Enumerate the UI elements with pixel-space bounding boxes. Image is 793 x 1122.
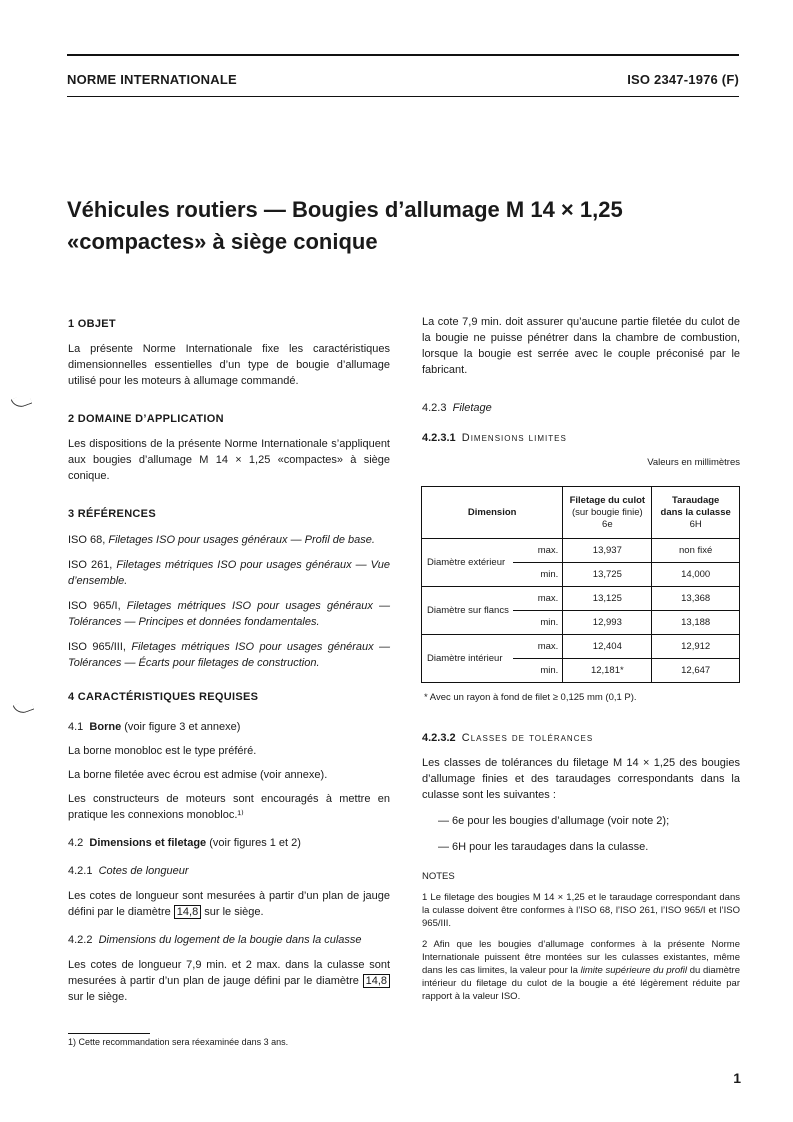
table-cell: 12,647 [652, 659, 740, 683]
table-row-name: Diamètre sur flancs [422, 587, 514, 635]
table-header-taraudage: Taraudage dans la culasse 6H [652, 487, 740, 539]
section-4-2-2-text: Les cotes de longueur 7,9 min. et 2 max. dans la culasse sont mesurées à partir d’un plan de jauge défini par le diamètre 14,8 sur le siège. [68, 959, 390, 1003]
section-4-2-heading: 4.2 Dimensions et filetage (voir figures 1 et 2) [68, 837, 301, 849]
table-cell: non fixé [652, 539, 740, 563]
header-left: NORME INTERNATIONALE [67, 72, 237, 87]
table-limit: min. [513, 611, 563, 635]
section-4-1-p2: La borne filetée avec écrou est admise (voir annexe). [68, 769, 328, 781]
section-4-2-1-heading: 4.2.1 Cotes de longueur [68, 865, 189, 877]
table-cell: 14,000 [652, 563, 740, 587]
section-4-2-3-2-text: Les classes de tolérances du filetage M 14 × 1,25 des bougies d’allumage finies et des taraudages correspondants dans la culasse sont les suivantes : [422, 757, 740, 801]
table-limit: max. [513, 635, 563, 659]
title-line-1: Véhicules routiers — Bougies d’allumage M 14 × 1,25 [67, 197, 623, 222]
dimensions-table [421, 486, 740, 683]
margin-mark [13, 699, 35, 716]
section-4-2-2-heading: 4.2.2 Dimensions du logement de la bougie dans la culasse [68, 934, 362, 946]
header-right: ISO 2347-1976 (F) [627, 72, 739, 87]
notes-title: NOTES [422, 871, 455, 882]
table-cell: 13,368 [652, 587, 740, 611]
table-cell: 12,404 [563, 635, 652, 659]
left-column [68, 316, 390, 1005]
table-cell: 12,993 [563, 611, 652, 635]
section-4-2-3-2-heading: 4.2.3.2 Classes de tolérances [422, 732, 594, 744]
table-limit: max. [513, 587, 563, 611]
table-row-name: Diamètre intérieur [422, 635, 514, 683]
footnote-rule [68, 1033, 150, 1034]
table-row-name: Diamètre extérieur [422, 539, 514, 587]
table-limit: min. [513, 659, 563, 683]
table-cell: 12,181* [563, 659, 652, 683]
list-item-6h: — 6H pour les taraudages dans la culasse. [438, 841, 649, 853]
section-1-text: La présente Norme Internationale fixe les caractéristiques dimensionnelles essentielles d’un type de bougie d’allumage utilisé pour les moteurs à allumage commandé. [68, 343, 390, 387]
note-2: 2 Afin que les bougies d’allumage conformes à la présente Norme Internationale puissent être montées sur les culasses existantes, même dans les cas limites, la valeur pour la limite supérieure du profil du diamètre intérieur du filetage du culot de la bougie a été légèrement réduite par rapport à la valeur ISO. [422, 939, 740, 1002]
table-cell: 13,188 [652, 611, 740, 635]
document-title [67, 194, 747, 258]
table-header-culot: Filetage du culot (sur bougie finie) 6e [563, 487, 652, 539]
table-limit: max. [513, 539, 563, 563]
footnote: 1) Cette recommandation sera réexaminée dans 3 ans. [68, 1037, 289, 1047]
table-cell: 12,912 [652, 635, 740, 659]
section-2-text: Les dispositions de la présente Norme Internationale s’appliquent aux bougies d’allumage M 14 × 1,25 «compactes» à siège conique. [68, 438, 390, 482]
table-header-dimension: Dimension [422, 487, 563, 539]
title-line-2: «compactes» à siège conique [67, 229, 378, 254]
intro-text: La cote 7,9 min. doit assurer qu’aucune partie filetée du culot de la bougie ne puisse pénétrer dans la chambre de combustion, lorsque la bougie est serrée avec le couple préconisé par le fabricant. [422, 316, 740, 376]
table-limit: min. [513, 563, 563, 587]
section-4-1-p1: La borne monobloc est le type préféré. [68, 745, 257, 757]
section-4-2-1-text: Les cotes de longueur sont mesurées à partir d’un plan de jauge défini par le diamètre 14,8 sur le siège. [68, 890, 390, 918]
margin-mark [11, 393, 33, 410]
section-4-1-heading: 4.1 Borne (voir figure 3 et annexe) [68, 721, 241, 733]
table-cell: 13,725 [563, 563, 652, 587]
reference-1: ISO 68, Filetages ISO pour usages généraux — Profil de base. [68, 534, 375, 546]
section-4-title: 4 CARACTÉRISTIQUES REQUISES [68, 691, 259, 703]
units-note: Valeurs en millimètres [647, 457, 740, 468]
section-4-2-3-1-heading: 4.2.3.1 Dimensions limites [422, 432, 567, 444]
list-item-6e: — 6e pour les bougies d’allumage (voir note 2); [438, 815, 670, 827]
section-3-title: 3 RÉFÉRENCES [68, 508, 156, 520]
reference-3: ISO 965/I, Filetages métriques ISO pour usages généraux — Tolérances — Principes et données fondamentales. [68, 600, 390, 628]
right-column [422, 314, 740, 471]
section-4-2-3-heading: 4.2.3 Filetage [422, 402, 492, 414]
right-column-lower [422, 690, 740, 1003]
header-rule [67, 96, 739, 97]
note-1: 1 Le filetage des bougies M 14 × 1,25 et le taraudage correspondant dans la culasse doivent être conformes à l’ISO 68, l’ISO 261, l’ISO 965/I et l’ISO 965/III. [422, 892, 740, 929]
page-number: 1 [733, 1070, 741, 1086]
table-cell: 13,125 [563, 587, 652, 611]
section-2-title: 2 DOMAINE D’APPLICATION [68, 413, 224, 425]
section-1-title: 1 OBJET [68, 318, 116, 330]
reference-2: ISO 261, Filetages métriques ISO pour usages généraux — Vue d’ensemble. [68, 559, 390, 587]
reference-4: ISO 965/III, Filetages métriques ISO pour usages généraux — Tolérances — Écarts pour filetages de construction. [68, 641, 390, 669]
table-cell: 13,937 [563, 539, 652, 563]
table-footnote: * Avec un rayon à fond de filet ≥ 0,125 mm (0,1 P). [424, 692, 637, 703]
top-rule [67, 54, 739, 56]
section-4-1-p3: Les constructeurs de moteurs sont encouragés à mettre en pratique les connexions monobloc.¹⁾ [68, 793, 390, 821]
